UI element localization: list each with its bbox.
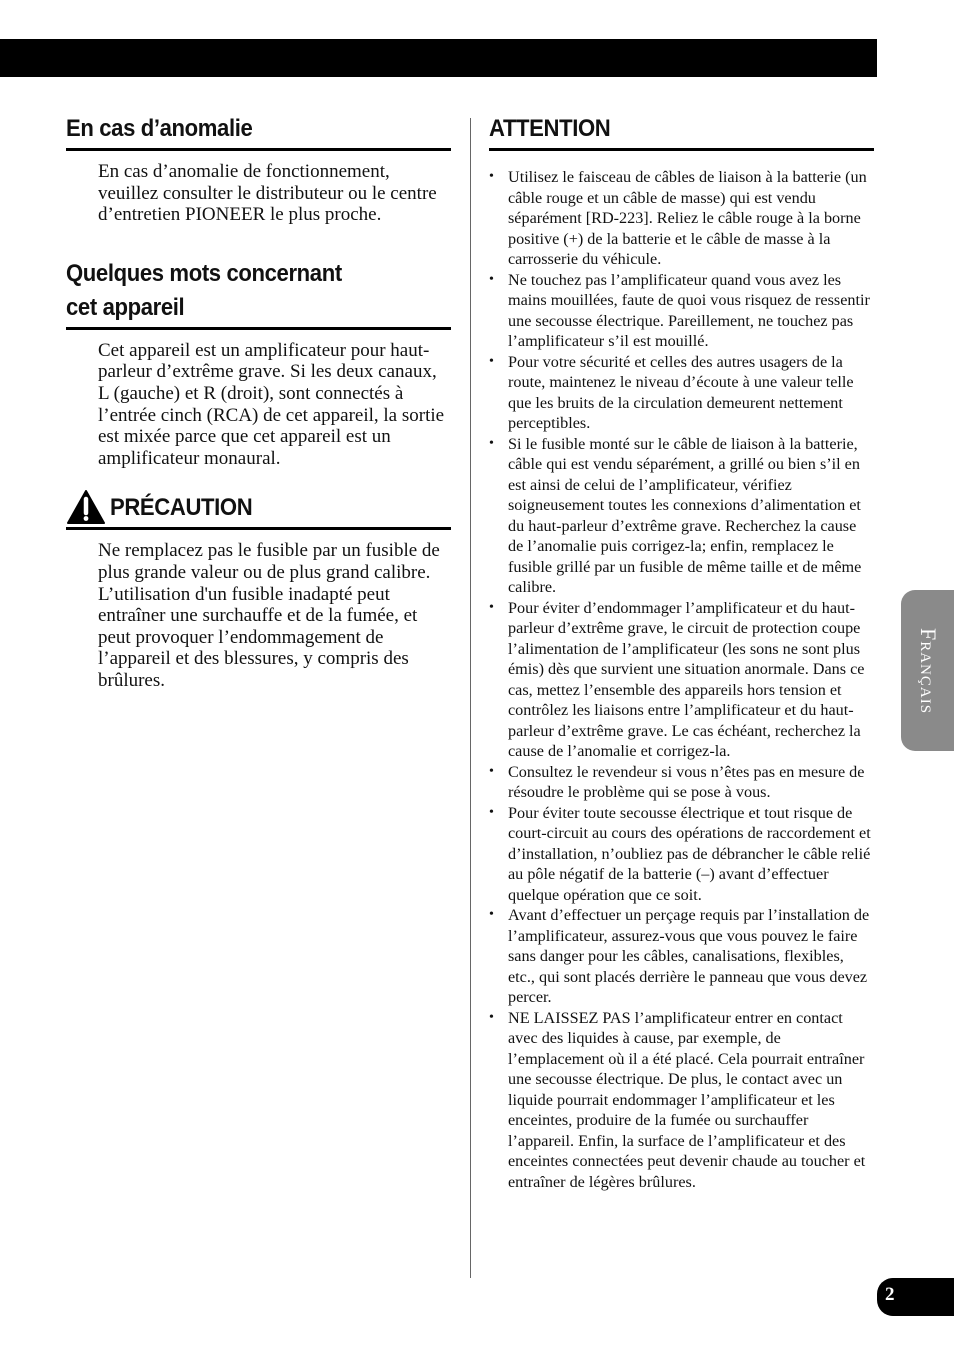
section-title-quelques-line1: Quelques mots concernant <box>66 259 342 287</box>
list-item: • Consultez le revendeur si vous n’êtes pas en mesure de résoudre le problème qui se pose à vous. <box>489 762 865 801</box>
quelques-text: Cet appareil est un amplificateur pour haut-parleur d’extrême grave. Si les deux canaux, L (gauche) et R (droit), sont connectés à l’entrée cinch (RCA) de cet appareil, la sortie est mixée parce que cet appareil est un amplificateur monaural. <box>98 339 445 469</box>
heading-rule <box>66 527 451 530</box>
section-anomalie <box>66 112 451 226</box>
bullet-icon: • <box>489 435 494 451</box>
right-column <box>489 112 874 1192</box>
heading-rule <box>489 148 874 151</box>
bullet-icon: • <box>489 169 494 184</box>
heading-rule <box>66 148 451 151</box>
list-item: • Pour éviter d’endommager l’amplificateur et du haut-parleur d’extrême grave, le circuit de protection coupe l’alimentation de l’amplificateur (les sons ne sont plus émis) dès que survient une situation anormale. Dans ce cas, mettez l’ensemble des appareils hors tension et contrôlez les liaisons entre l’amplificateur et du haut-parleur d’extrême grave. Le cas échéant, recherchez la cause de l’anomalie et corrigez-la. <box>489 598 865 760</box>
anomalie-text: En cas d’anomalie de fonctionnement, veuillez consulter le distributeur ou le centre d’entretien PIONEER le plus proche. <box>98 161 437 226</box>
section-quelques-mots <box>66 257 451 470</box>
section-title-attention: ATTENTION <box>489 115 611 142</box>
bullet-icon: • <box>489 763 494 779</box>
section-title-anomalie: En cas d’anomalie <box>66 115 253 142</box>
page-number-badge <box>877 1278 954 1316</box>
heading-rule <box>66 327 451 330</box>
bullet-icon: • <box>489 804 494 820</box>
language-tab-label: Français <box>915 627 941 714</box>
bullet-icon: • <box>489 271 494 287</box>
bullet-icon: • <box>489 907 494 922</box>
list-item: • Utilisez le faisceau de câbles de liaison à la batterie (un câble rouge et un câble de masse) qui est vendu séparément [RD-223]. Reliez le câble rouge à la borne positive (+) de la batterie et le câble de masse à la carrosserie du véhicule. <box>489 168 867 268</box>
column-divider <box>470 118 471 1278</box>
page-number: 2 <box>885 1284 895 1305</box>
section-precaution <box>66 489 451 691</box>
section-title-quelques-line2: cet appareil <box>66 293 185 321</box>
bullet-icon: • <box>489 1009 494 1025</box>
section-title-precaution: PRÉCAUTION <box>110 494 253 522</box>
precaution-header <box>66 489 451 525</box>
list-item: • Pour éviter toute secousse électrique et tout risque de court-circuit au cours des opérations de raccordement et d’installation, n’oubliez pas de débrancher le câble relié au pôle négatif de la batterie (–) avant d’effectuer quelque opération que ce soit. <box>489 803 871 904</box>
left-column <box>66 112 451 692</box>
list-item: • Si le fusible monté sur le câble de liaison à la batterie, câble qui est vendu séparément, a grillé ou bien s’il en est ainsi de celui de l’amplificateur, vérifiez soigneusement toutes les connexions d’alimentation et du haut-parleur d’extrême grave. Recherchez la cause de l’anomalie puis corrigez-la; enfin, remplacez le fusible grillé par un fusible de même taille et de même calibre. <box>489 434 862 596</box>
list-item: • Pour votre sécurité et celles des autres usagers de la route, maintenez le niveau d’écoute à une valeur telle que les bruits de la circulation demeurent nettement perceptibles. <box>489 352 854 432</box>
language-tab[interactable] <box>901 590 954 751</box>
bullet-icon: • <box>489 599 494 615</box>
list-item: • NE LAISSEZ PAS l’amplificateur entrer en contact avec des liquides à cause, par exemple, de l’emplacement où il a été placé. Cela pourrait entraîner une secousse électrique. De plus, le contact avec un liquide pourrait endommager l’amplificateur et les enceintes, produire de la fumée ou surchauffer l’appareil. Enfin, la surface de l’amplificateur et des enceintes connectées peut devenir chaude au toucher et entraîner de légères brûlures. <box>489 1008 866 1191</box>
header-bar <box>0 39 877 77</box>
bullet-icon: • <box>489 353 494 369</box>
precaution-text: Ne remplacez pas le fusible par un fusible de plus grande valeur ou de plus grand calibre. L’utilisation d'un fusible inadapté peut entraîner une surchauffe et de la fumée, et peut provoquer l’endommagement de l’appareil et des blessures, y compris des brûlures. <box>98 540 440 691</box>
attention-list <box>489 167 874 1192</box>
list-item: • Ne touchez pas l’amplificateur quand vous avez les mains mouillées, faute de quoi vous risquez de ressentir une secousse électrique. Pareillement, ne touchez pas l’amplificateur s’il est mouillé. <box>489 270 870 350</box>
list-item: • Avant d’effectuer un perçage requis par l’installation de l’amplificateur, assurez-vous que vous pouvez le faire sans danger pour les câbles, canalisations, flexibles, etc., qui sont placés derrière le panneau que vous devez percer. <box>489 906 870 1006</box>
warning-triangle-icon <box>66 489 106 525</box>
